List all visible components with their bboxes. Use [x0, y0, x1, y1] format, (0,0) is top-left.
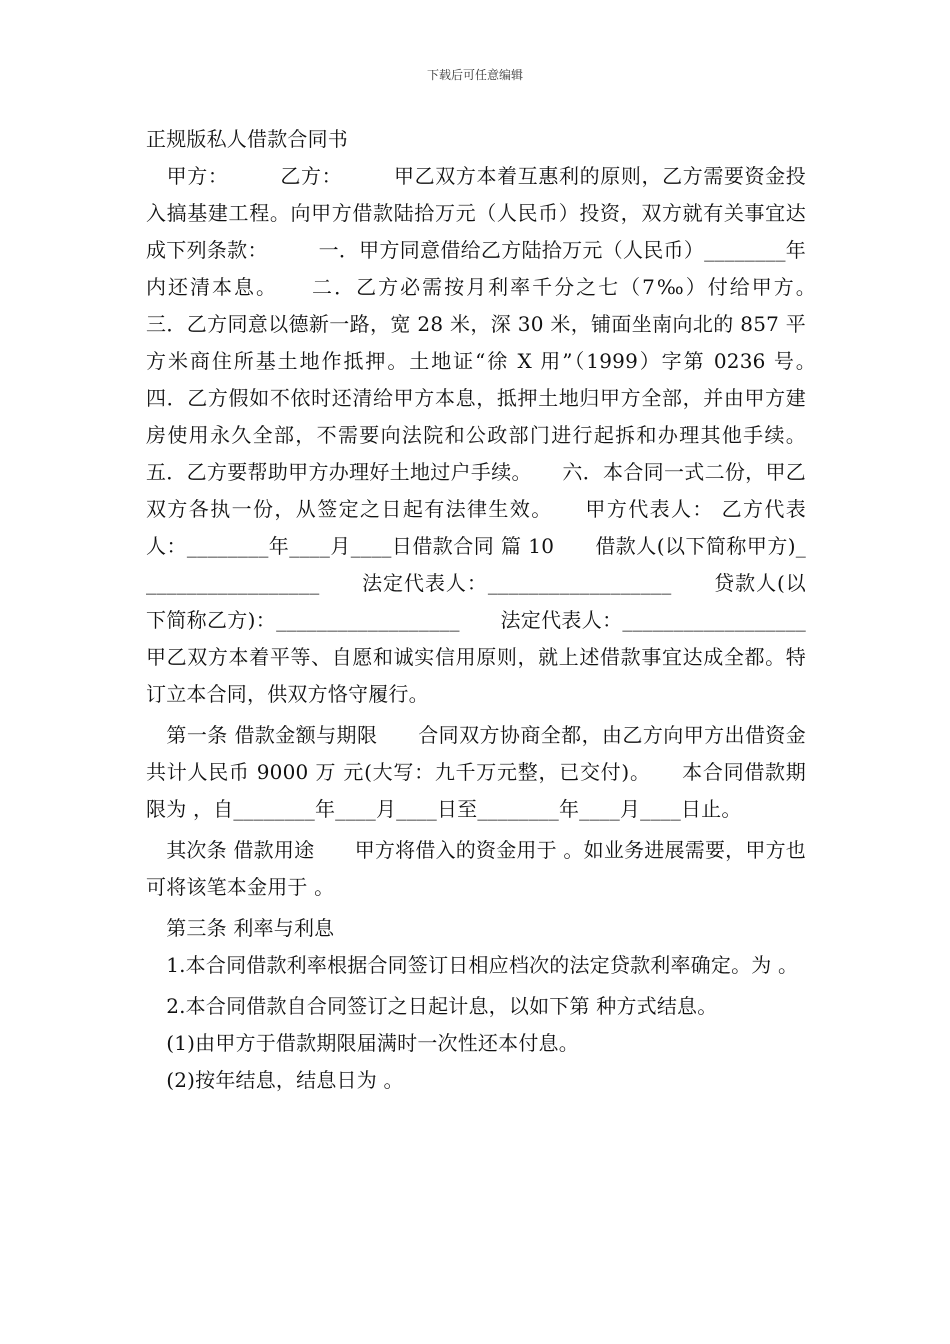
- paragraph-article-3-item-2: 2.本合同借款自合同签订之日起计息，以如下第 种方式结息。: [146, 994, 718, 1018]
- page-header: 下载后可任意编辑: [426, 68, 523, 82]
- document-title: 正规版私人借款合同书: [146, 127, 348, 151]
- paragraph-article-3-item-1: 1.本合同借款利率根据合同签订日相应档次的法定贷款利率确定。为 。: [146, 953, 799, 977]
- paragraph-article-3-heading: 第三条 利率与利息: [146, 916, 335, 940]
- paragraph-article-1: 第一条 借款金额与期限 合同双方协商全都，由乙方向甲方出借资金共计人民币 9000 万 元(大写：九千万元整，已交付)。 本合同借款期限为 ，自________年____月____日至________年____月____日止。: [146, 723, 806, 821]
- paragraph-intro-terms: 甲方： 乙方： 甲乙双方本着互惠利的原则，乙方需要资金投入搞基建工程。向甲方借款陆拾万元（人民币）投资，双方就有关事宜达成下列条款： 一．甲方同意借给乙方陆拾万元（人民币）________年内还清本息。 二．乙方必需按月利率千分之七（7‰）付给甲方。 三．乙方同意以德新一路，宽 28 米，深 30 米，铺面坐南向北的 857 平方米商住所基土地作抵押。土地证“徐 X 用”（1999）字第 0236 号。 四．乙方假如不依时还清给甲方本息，抵押土地归甲方全部，并由甲方建房使用永久全部，不需要向法院和公政部门进行起拆和办理其他手续。 五．乙方要帮助甲方办理好土地过户手续。 六．本合同一式二份，甲乙双方各执一份，从签定之日起有法律生效。 甲方代表人： 乙方代表人：________年____月____日借款合同 篇 10 借款人(以下简称甲方)__________________ 法定代表人：__________________ 贷款人(以下简称乙方)：__________________ 法定代表人：__________________ 甲乙双方本着平等、自愿和诚实信用原则，就上述借款事宜达成全都。特订立本合同，供双方恪守履行。: [146, 164, 847, 706]
- paragraph-article-2: 其次条 借款用途 甲方将借入的资金用于 。如业务进展需要，甲方也可将该笔本金用于 。: [146, 838, 806, 899]
- document-body: [146, 122, 847, 1099]
- paragraph-option-1: (1)由甲方于借款期限届满时一次性还本付息。: [146, 1031, 579, 1055]
- paragraph-option-2: (2)按年结息，结息日为 。: [146, 1068, 404, 1092]
